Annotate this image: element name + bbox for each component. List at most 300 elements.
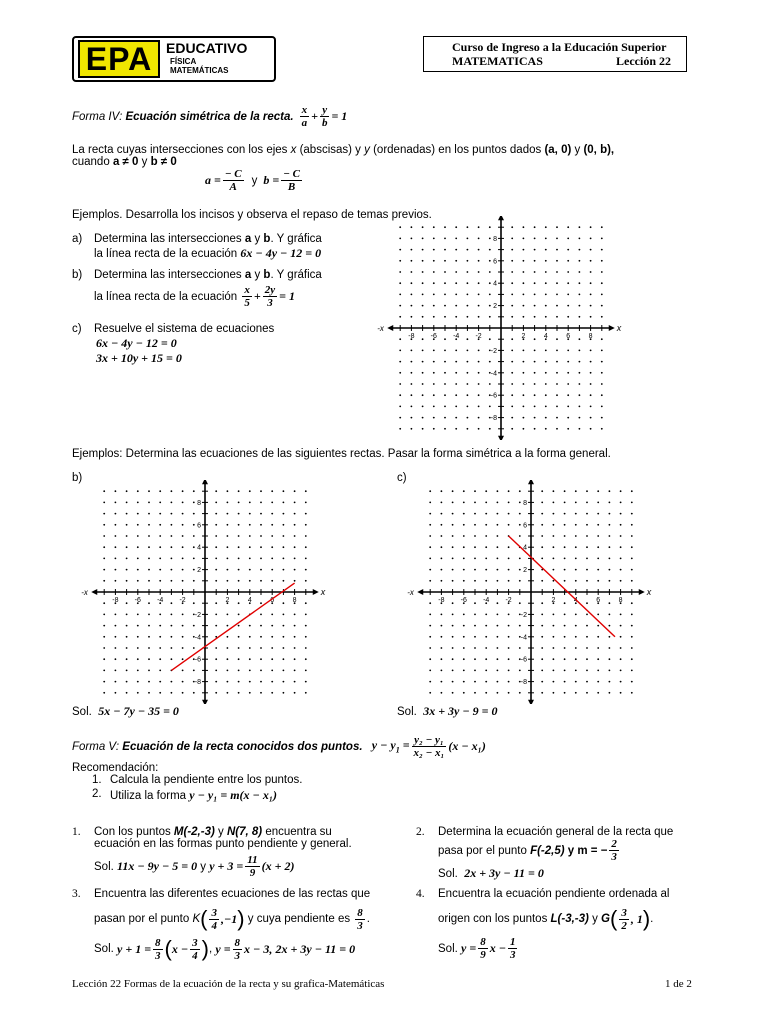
grid-dot: [422, 305, 424, 307]
grid-dot: [579, 294, 581, 296]
grid-dot: [523, 282, 525, 284]
grid-dot: [575, 502, 577, 504]
grid-dot: [444, 350, 446, 352]
grid-dot: [238, 535, 240, 537]
grid-dot: [433, 226, 435, 228]
grid-dot: [444, 260, 446, 262]
grid-dot: [556, 305, 558, 307]
x-tick-label: 2: [521, 333, 526, 340]
grid-dot: [227, 569, 229, 571]
grid-dot: [159, 636, 161, 638]
grid-dot: [534, 394, 536, 396]
grid-dot: [463, 513, 465, 515]
y-tick-label: -2: [490, 347, 497, 355]
grid-dot: [609, 580, 611, 582]
grid-dot: [620, 625, 622, 627]
grid-dot: [441, 513, 443, 515]
grid-dot: [534, 372, 536, 374]
grid-dot: [215, 658, 217, 660]
grid-dot: [620, 681, 622, 683]
grid-dot: [489, 305, 491, 307]
grid-dot: [399, 383, 401, 385]
recommendation-2: 2. Utiliza la forma y − y₁ = m(x − x₁): [92, 788, 277, 802]
grid-dot: [508, 658, 510, 660]
grid-dot: [567, 260, 569, 262]
grid-dot: [556, 428, 558, 430]
grid-dot: [171, 546, 173, 548]
grid-dot: [422, 372, 424, 374]
grid-dot: [579, 372, 581, 374]
grid-dot: [137, 490, 139, 492]
grid-dot: [452, 602, 454, 604]
y-tick-label: -4: [490, 370, 497, 378]
footer-text: Lección 22 Formas de la ecuación de la recta y su grafica-Matemáticas: [72, 978, 385, 990]
grid-dot: [485, 502, 487, 504]
grid-dot: [556, 282, 558, 284]
grid-dot: [485, 569, 487, 571]
grid-dot: [411, 226, 413, 228]
grid-dot: [444, 282, 446, 284]
grid-dot: [601, 394, 603, 396]
y-tick-label: 4: [197, 544, 201, 552]
grid-dot: [126, 681, 128, 683]
grid-dot: [489, 338, 491, 340]
grid-dot: [238, 524, 240, 526]
grid-dot: [452, 490, 454, 492]
grid-dot: [478, 350, 480, 352]
y-tick-label: -4: [520, 634, 527, 642]
grid-dot: [137, 636, 139, 638]
grid-dot: [601, 361, 603, 363]
y-arrow-down: [202, 700, 208, 704]
grid-dot: [182, 546, 184, 548]
grid-dot: [556, 249, 558, 251]
grid-dot: [305, 513, 307, 515]
grid-dot: [238, 658, 240, 660]
grid-dot: [227, 580, 229, 582]
grid-dot: [126, 535, 128, 537]
grid-dot: [545, 394, 547, 396]
grid-dot: [523, 383, 525, 385]
grid-dot: [422, 361, 424, 363]
grid-dot: [567, 428, 569, 430]
grid-dot: [260, 524, 262, 526]
grid-dot: [541, 490, 543, 492]
grid-dot: [411, 271, 413, 273]
grid-dot: [193, 569, 195, 571]
grid-dot: [271, 647, 273, 649]
grid-dot: [467, 249, 469, 251]
grid-dot: [519, 558, 521, 560]
grid-dot: [399, 406, 401, 408]
grid-dot: [631, 490, 633, 492]
grid-dot: [441, 681, 443, 683]
grid-dot: [541, 502, 543, 504]
grid-dot: [271, 580, 273, 582]
x-tick-label: -2: [505, 597, 512, 604]
grid-dot: [485, 692, 487, 694]
grid-dot: [523, 226, 525, 228]
grid-dot: [631, 524, 633, 526]
grid-dot: [137, 625, 139, 627]
grid-dot: [305, 681, 307, 683]
graph-line: [171, 583, 294, 670]
grid-dot: [567, 383, 569, 385]
grid-dot: [452, 625, 454, 627]
grid-dot: [545, 428, 547, 430]
grid-dot: [541, 524, 543, 526]
grid-dot: [485, 681, 487, 683]
grid-dot: [103, 569, 105, 571]
grid-dot: [455, 249, 457, 251]
grid-dot: [609, 602, 611, 604]
grid-dot: [411, 394, 413, 396]
grid-dot: [545, 305, 547, 307]
system-eq1: 6x − 4y − 12 = 0: [96, 336, 177, 350]
grid-dot: [433, 260, 435, 262]
grid-dot: [631, 670, 633, 672]
grid-dot: [497, 580, 499, 582]
grid-dot: [294, 692, 296, 694]
grid-dot: [283, 647, 285, 649]
grid-dot: [429, 569, 431, 571]
grid-dot: [631, 647, 633, 649]
grid-dot: [238, 614, 240, 616]
grid-dot: [305, 602, 307, 604]
grid-dot: [508, 692, 510, 694]
grid-dot: [474, 647, 476, 649]
grid-dot: [567, 305, 569, 307]
grid-dot: [489, 238, 491, 240]
grid-dot: [597, 546, 599, 548]
grid-dot: [249, 535, 251, 537]
x-tick-label: -2: [179, 597, 186, 604]
grid-dot: [463, 681, 465, 683]
grid-dot: [452, 524, 454, 526]
grid-dot: [579, 282, 581, 284]
grid-dot: [305, 524, 307, 526]
grid-dot: [497, 692, 499, 694]
y-tick-label: 2: [523, 567, 527, 575]
grid-dot: [579, 417, 581, 419]
grid-dot: [541, 670, 543, 672]
grid-dot: [429, 524, 431, 526]
grid-dot: [249, 692, 251, 694]
grid-dot: [590, 238, 592, 240]
page-number: 1 de 2: [665, 978, 692, 990]
grid-dot: [575, 580, 577, 582]
grid-dot: [305, 692, 307, 694]
grid-dot: [249, 558, 251, 560]
grid-dot: [455, 406, 457, 408]
grid-dot: [305, 502, 307, 504]
grid-dot: [511, 383, 513, 385]
grid-dot: [182, 636, 184, 638]
grid-dot: [519, 625, 521, 627]
grid-dot: [422, 406, 424, 408]
grid-dot: [609, 535, 611, 537]
grid-dot: [579, 316, 581, 318]
grid-dot: [575, 513, 577, 515]
grid-dot: [455, 316, 457, 318]
grid-dot: [455, 282, 457, 284]
grid-dot: [497, 625, 499, 627]
grid-dot: [260, 490, 262, 492]
grid-dot: [564, 647, 566, 649]
grid-dot: [497, 546, 499, 548]
grid-dot: [474, 625, 476, 627]
grid-dot: [227, 546, 229, 548]
grid-dot: [238, 558, 240, 560]
grid-dot: [260, 569, 262, 571]
grid-dot: [511, 226, 513, 228]
grid-dot: [227, 513, 229, 515]
grid-dot: [575, 614, 577, 616]
grid-dot: [249, 580, 251, 582]
grid-dot: [508, 647, 510, 649]
grid-dot: [271, 535, 273, 537]
grid-dot: [238, 513, 240, 515]
grid-dot: [103, 602, 105, 604]
x-tick-label: 6: [270, 597, 275, 604]
grid-dot: [534, 226, 536, 228]
grid-dot: [586, 502, 588, 504]
grid-dot: [411, 428, 413, 430]
grid-dot: [103, 636, 105, 638]
grid-dot: [171, 490, 173, 492]
y-arrow-down: [528, 700, 534, 704]
grid-dot: [519, 647, 521, 649]
grid-dot: [586, 602, 588, 604]
grid-dot: [182, 490, 184, 492]
grid-dot: [601, 372, 603, 374]
grid-dot: [620, 580, 622, 582]
grid-dot: [159, 524, 161, 526]
grid-dot: [474, 490, 476, 492]
grid-dot: [452, 681, 454, 683]
x-tick-label: 8: [292, 597, 297, 604]
grid-dot: [575, 569, 577, 571]
grid-dot: [441, 670, 443, 672]
grid-dot: [485, 636, 487, 638]
grid-dot: [227, 614, 229, 616]
grid-dot: [545, 417, 547, 419]
grid-dot: [519, 692, 521, 694]
y-tick-label: -6: [520, 656, 527, 664]
grid-dot: [556, 394, 558, 396]
grid-dot: [489, 383, 491, 385]
grid-dot: [467, 271, 469, 273]
grid-dot: [575, 546, 577, 548]
grid-dot: [474, 569, 476, 571]
grid-dot: [601, 383, 603, 385]
grid-dot: [586, 580, 588, 582]
grid-dot: [433, 406, 435, 408]
grid-dot: [444, 372, 446, 374]
grid-dot: [519, 513, 521, 515]
grid-dot: [508, 625, 510, 627]
course-name: Curso de Ingreso a la Educación Superior: [452, 40, 667, 54]
grid-dot: [519, 490, 521, 492]
grid-dot: [283, 636, 285, 638]
grid-dot: [597, 569, 599, 571]
grid-dot: [249, 513, 251, 515]
grid-dot: [455, 260, 457, 262]
grid-dot: [609, 490, 611, 492]
grid-dot: [511, 394, 513, 396]
coordinate-grid-a: [366, 216, 636, 440]
grid-dot: [467, 394, 469, 396]
grid-dot: [215, 614, 217, 616]
grid-dot: [590, 316, 592, 318]
grid-dot: [294, 546, 296, 548]
grid-dot: [305, 625, 307, 627]
grid-dot: [193, 546, 195, 548]
grid-dot: [193, 524, 195, 526]
grid-dot: [508, 502, 510, 504]
grid-dot: [590, 394, 592, 396]
grid-dot: [294, 625, 296, 627]
grid-dot: [553, 502, 555, 504]
grid-dot: [238, 670, 240, 672]
grid-dot: [567, 249, 569, 251]
grid-dot: [441, 502, 443, 504]
grid-dot: [182, 502, 184, 504]
grid-dot: [182, 692, 184, 694]
grid-dot: [271, 558, 273, 560]
x-tick-label: -8: [408, 333, 415, 340]
grid-dot: [249, 524, 251, 526]
x-tick-label: -6: [134, 597, 141, 604]
grid-dot: [508, 681, 510, 683]
coordinate-grid-b: [70, 480, 340, 704]
grid-dot: [294, 513, 296, 515]
grid-dot: [463, 535, 465, 537]
x-tick-label: -6: [430, 333, 437, 340]
grid-dot: [553, 535, 555, 537]
grid-dot: [511, 361, 513, 363]
grid-dot: [103, 658, 105, 660]
grid-dot: [260, 558, 262, 560]
grid-dot: [452, 692, 454, 694]
grid-dot: [534, 383, 536, 385]
y-tick-label: -4: [194, 634, 201, 642]
grid-dot: [523, 260, 525, 262]
grid-dot: [519, 670, 521, 672]
y-tick-label: -6: [194, 656, 201, 664]
grid-dot: [485, 513, 487, 515]
grid-dot: [601, 428, 603, 430]
forma4-heading: Forma IV: Ecuación simétrica de la recta. $\frac{x}{a}$ + $\frac{y}{b}$ = 1: [72, 104, 348, 129]
grid-dot: [556, 383, 558, 385]
x-tick-label: -8: [112, 597, 119, 604]
grid-dot: [478, 282, 480, 284]
grid-dot: [182, 558, 184, 560]
y-arrow-up: [498, 216, 504, 220]
grid-dot: [564, 502, 566, 504]
grid-dot: [545, 406, 547, 408]
grid-dot: [601, 406, 603, 408]
grid-dot: [452, 502, 454, 504]
grid-dot: [260, 502, 262, 504]
grid-dot: [238, 636, 240, 638]
grid-dot: [182, 569, 184, 571]
grid-dot: [260, 647, 262, 649]
grid-dot: [148, 614, 150, 616]
grid-dot: [283, 670, 285, 672]
grid-dot: [590, 350, 592, 352]
grid-dot: [171, 513, 173, 515]
grid-dot: [556, 372, 558, 374]
grid-dot: [215, 502, 217, 504]
grid-dot: [564, 524, 566, 526]
grid-dot: [597, 681, 599, 683]
grid-dot: [399, 338, 401, 340]
grid-dot: [597, 614, 599, 616]
grid-dot: [305, 647, 307, 649]
x-arrow-right: [609, 325, 615, 331]
grid-dot: [541, 513, 543, 515]
grid-dot: [148, 535, 150, 537]
epa-logo: EPA: [78, 40, 160, 78]
grid-dot: [411, 238, 413, 240]
grid-dot: [452, 670, 454, 672]
grid-dot: [294, 490, 296, 492]
grid-dot: [534, 361, 536, 363]
grid-dot: [485, 546, 487, 548]
grid-dot: [126, 569, 128, 571]
grid-dot: [508, 636, 510, 638]
grid-dot: [249, 681, 251, 683]
grid-dot: [103, 647, 105, 649]
grid-dot: [601, 350, 603, 352]
grid-dot: [271, 569, 273, 571]
grid-dot: [467, 226, 469, 228]
grid-dot: [508, 546, 510, 548]
grid-dot: [444, 271, 446, 273]
grid-dot: [126, 558, 128, 560]
grid-dot: [553, 558, 555, 560]
grid-dot: [215, 569, 217, 571]
grid-dot: [463, 614, 465, 616]
grid-dot: [597, 580, 599, 582]
grid-dot: [567, 417, 569, 419]
grid-dot: [182, 513, 184, 515]
grid-dot: [485, 558, 487, 560]
grid-dot: [575, 490, 577, 492]
grid-dot: [564, 681, 566, 683]
grid-dot: [283, 546, 285, 548]
grid-dot: [399, 394, 401, 396]
grid-dot: [508, 580, 510, 582]
grid-dot: [579, 338, 581, 340]
grid-dot: [497, 558, 499, 560]
y-arrow-up: [202, 480, 208, 484]
grid-dot: [260, 670, 262, 672]
grid-dot: [422, 249, 424, 251]
grid-dot: [519, 524, 521, 526]
grid-dot: [575, 658, 577, 660]
grid-dot: [597, 513, 599, 515]
grid-dot: [444, 249, 446, 251]
grid-dot: [474, 580, 476, 582]
grid-dot: [399, 249, 401, 251]
grid-dot: [171, 502, 173, 504]
grid-dot: [455, 417, 457, 419]
grid-dot: [523, 305, 525, 307]
grid-dot: [497, 614, 499, 616]
grid-dot: [541, 546, 543, 548]
